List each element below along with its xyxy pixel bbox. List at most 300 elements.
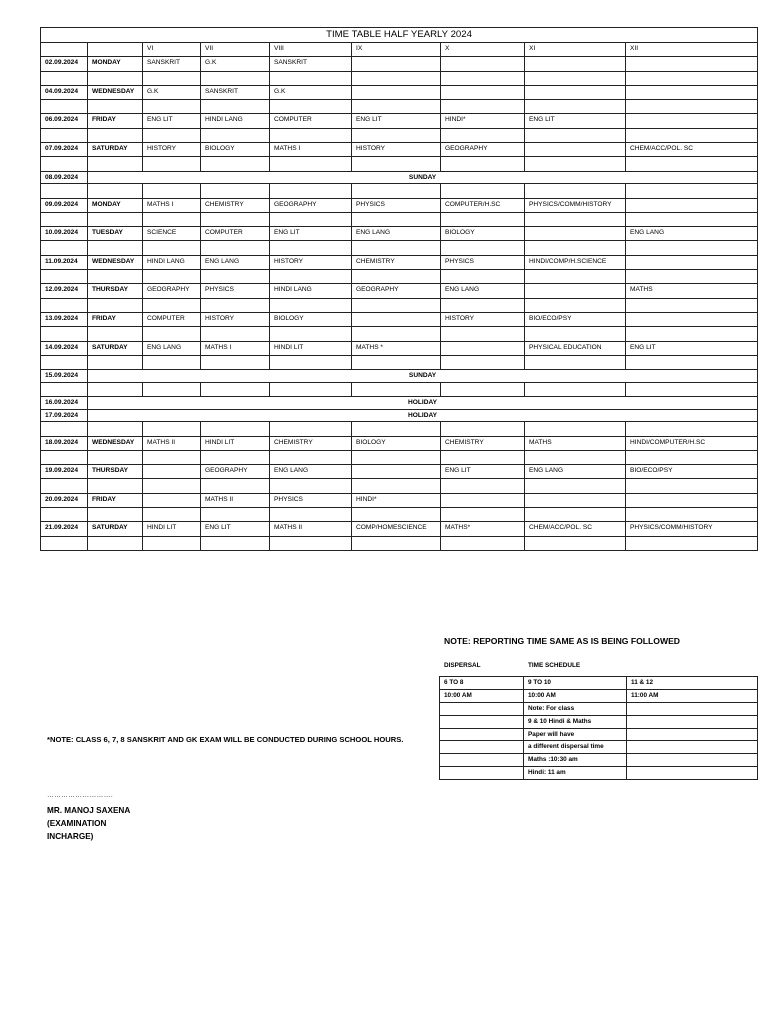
empty-cell bbox=[352, 298, 441, 312]
subject-cell: G.K bbox=[201, 57, 270, 71]
schedule-cell: 9 TO 10 bbox=[524, 677, 627, 690]
exam-row bbox=[41, 493, 758, 507]
subject-cell: HINDI/COMP/H.SCIENCE bbox=[525, 255, 626, 269]
subject-cell: HISTORY bbox=[201, 312, 270, 326]
empty-cell bbox=[352, 212, 441, 226]
empty-cell bbox=[201, 479, 270, 493]
subject-cell: ENG LIT bbox=[626, 341, 758, 355]
subject-cell: SANSKRIT bbox=[143, 57, 201, 71]
empty-cell bbox=[143, 128, 201, 142]
empty-cell bbox=[525, 298, 626, 312]
schedule-cell bbox=[440, 741, 524, 754]
empty-cell bbox=[525, 212, 626, 226]
subject-cell: MATHS bbox=[626, 284, 758, 298]
subject-cell: ENG LIT bbox=[201, 522, 270, 536]
schedule-cell bbox=[440, 702, 524, 715]
subject-cell bbox=[352, 57, 441, 71]
empty-cell bbox=[88, 100, 143, 114]
no-exam-label: SUNDAY bbox=[88, 171, 758, 184]
empty-cell bbox=[270, 270, 352, 284]
subject-cell: ENG LANG bbox=[626, 227, 758, 241]
subject-cell: BIOLOGY bbox=[441, 227, 525, 241]
empty-cell bbox=[88, 507, 143, 521]
empty-cell bbox=[441, 422, 525, 436]
subject-cell: GEOGRAPHY bbox=[352, 284, 441, 298]
schedule-cell: 6 TO 8 bbox=[440, 677, 524, 690]
empty-cell bbox=[626, 536, 758, 550]
empty-cell bbox=[626, 507, 758, 521]
exam-date: 11.09.2024 bbox=[41, 255, 88, 269]
empty-cell bbox=[41, 128, 88, 142]
subject-cell bbox=[441, 341, 525, 355]
schedule-cell: 10:00 AM bbox=[440, 689, 524, 702]
empty-cell bbox=[88, 536, 143, 550]
schedule-cell: Paper will have bbox=[524, 728, 627, 741]
subject-cell: PHYSICS bbox=[441, 255, 525, 269]
empty-cell bbox=[88, 327, 143, 341]
empty-cell bbox=[270, 298, 352, 312]
subject-cell: SANSKRIT bbox=[270, 57, 352, 71]
empty-cell bbox=[201, 71, 270, 85]
schedule-row bbox=[440, 728, 758, 741]
empty-cell bbox=[626, 184, 758, 198]
class-header-row bbox=[41, 43, 758, 57]
subject-cell: BIOLOGY bbox=[352, 436, 441, 450]
empty-cell bbox=[626, 128, 758, 142]
schedule-cell: Hindi: 11 am bbox=[524, 767, 627, 780]
subject-cell bbox=[626, 57, 758, 71]
empty-cell bbox=[525, 327, 626, 341]
exam-row bbox=[41, 143, 758, 157]
exam-date: 16.09.2024 bbox=[41, 397, 88, 410]
empty-cell bbox=[41, 184, 88, 198]
empty-cell bbox=[88, 241, 143, 255]
empty-cell bbox=[143, 157, 201, 171]
empty-cell bbox=[143, 270, 201, 284]
empty-cell bbox=[143, 355, 201, 369]
subject-cell: HINDI LANG bbox=[270, 284, 352, 298]
exam-row bbox=[41, 465, 758, 479]
subject-cell: PHYSICS bbox=[352, 198, 441, 212]
schedule-row bbox=[440, 677, 758, 690]
empty-cell bbox=[270, 128, 352, 142]
empty-cell bbox=[41, 298, 88, 312]
exam-date: 02.09.2024 bbox=[41, 57, 88, 71]
exam-day: FRIDAY bbox=[88, 493, 143, 507]
empty-cell bbox=[626, 382, 758, 396]
schedule-cell bbox=[440, 715, 524, 728]
empty-cell bbox=[201, 100, 270, 114]
exam-date: 06.09.2024 bbox=[41, 114, 88, 128]
empty-cell bbox=[626, 157, 758, 171]
subject-cell: BIO/ECO/PSY bbox=[525, 312, 626, 326]
subject-cell: HISTORY bbox=[441, 312, 525, 326]
empty-cell bbox=[626, 270, 758, 284]
empty-cell bbox=[201, 382, 270, 396]
subject-cell: HISTORY bbox=[352, 143, 441, 157]
empty-cell bbox=[201, 128, 270, 142]
subject-cell bbox=[441, 493, 525, 507]
empty-cell bbox=[525, 479, 626, 493]
empty-cell bbox=[143, 184, 201, 198]
spacer-row bbox=[41, 382, 758, 396]
exam-row bbox=[41, 436, 758, 450]
spacer-row bbox=[41, 212, 758, 226]
signatory-title: (EXAMINATION bbox=[47, 819, 107, 828]
exam-row bbox=[41, 114, 758, 128]
empty-cell bbox=[525, 536, 626, 550]
empty-cell bbox=[270, 241, 352, 255]
subject-cell bbox=[352, 85, 441, 99]
subject-cell: G.K bbox=[143, 85, 201, 99]
empty-cell bbox=[41, 450, 88, 464]
subject-cell: CHEM/ACC/POL. SC bbox=[525, 522, 626, 536]
exam-day: THURSDAY bbox=[88, 284, 143, 298]
empty-cell bbox=[352, 327, 441, 341]
subject-cell: SANSKRIT bbox=[201, 85, 270, 99]
subject-cell: COMPUTER bbox=[270, 114, 352, 128]
exam-row bbox=[41, 227, 758, 241]
subject-cell: MATHS II bbox=[270, 522, 352, 536]
empty-cell bbox=[88, 212, 143, 226]
exam-row bbox=[41, 85, 758, 99]
subject-cell bbox=[441, 57, 525, 71]
subject-cell: HINDI* bbox=[441, 114, 525, 128]
empty-cell bbox=[143, 422, 201, 436]
empty-cell bbox=[270, 382, 352, 396]
subject-cell: ENG LANG bbox=[441, 284, 525, 298]
subject-cell: SCIENCE bbox=[143, 227, 201, 241]
subject-cell: COMPUTER/H.SC bbox=[441, 198, 525, 212]
empty-cell bbox=[41, 327, 88, 341]
exam-row bbox=[41, 284, 758, 298]
schedule-cell: 9 & 10 Hindi & Maths bbox=[524, 715, 627, 728]
empty-cell bbox=[525, 128, 626, 142]
empty-cell bbox=[525, 71, 626, 85]
signature-block bbox=[47, 804, 130, 843]
exam-row bbox=[41, 171, 758, 184]
empty-cell bbox=[441, 536, 525, 550]
empty-cell bbox=[525, 157, 626, 171]
subject-cell: MATHS I bbox=[270, 143, 352, 157]
empty-cell bbox=[626, 212, 758, 226]
empty-cell bbox=[270, 536, 352, 550]
subject-cell: HINDI LIT bbox=[270, 341, 352, 355]
no-exam-label: SUNDAY bbox=[88, 370, 758, 383]
exam-row bbox=[41, 198, 758, 212]
subject-cell: ENG LANG bbox=[270, 465, 352, 479]
subject-cell: ENG LANG bbox=[201, 255, 270, 269]
empty-cell bbox=[626, 355, 758, 369]
spacer-row bbox=[41, 422, 758, 436]
empty-cell bbox=[201, 184, 270, 198]
exam-day: MONDAY bbox=[88, 198, 143, 212]
subject-cell: COMPUTER bbox=[201, 227, 270, 241]
exam-day: FRIDAY bbox=[88, 312, 143, 326]
spacer-row bbox=[41, 507, 758, 521]
empty-cell bbox=[88, 71, 143, 85]
signature-line: ………………………. bbox=[47, 792, 114, 799]
empty-cell bbox=[143, 298, 201, 312]
exam-row bbox=[41, 397, 758, 410]
class-header: VIII bbox=[270, 43, 352, 57]
timetable-title: TIME TABLE HALF YEARLY 2024 bbox=[41, 28, 758, 43]
subject-cell: BIOLOGY bbox=[201, 143, 270, 157]
schedule-cell: a different dispersal time bbox=[524, 741, 627, 754]
subject-cell: PHYSICS bbox=[201, 284, 270, 298]
empty-cell bbox=[441, 327, 525, 341]
time-schedule-heading: TIME SCHEDULE bbox=[528, 662, 581, 669]
empty-cell bbox=[270, 479, 352, 493]
empty-cell bbox=[270, 327, 352, 341]
empty-cell bbox=[626, 298, 758, 312]
subject-cell: BIO/ECO/PSY bbox=[626, 465, 758, 479]
spacer-row bbox=[41, 157, 758, 171]
empty-cell bbox=[88, 422, 143, 436]
exam-row bbox=[41, 409, 758, 422]
empty-cell bbox=[41, 270, 88, 284]
subject-cell: GEOGRAPHY bbox=[441, 143, 525, 157]
empty-cell bbox=[352, 507, 441, 521]
empty-cell bbox=[270, 212, 352, 226]
spacer-row bbox=[41, 241, 758, 255]
empty-cell bbox=[525, 355, 626, 369]
spacer-row bbox=[41, 184, 758, 198]
schedule-cell bbox=[627, 702, 758, 715]
subject-cell: GEOGRAPHY bbox=[201, 465, 270, 479]
empty-cell bbox=[201, 422, 270, 436]
empty-cell bbox=[352, 355, 441, 369]
empty-cell bbox=[143, 450, 201, 464]
subject-cell: ENG LANG bbox=[525, 465, 626, 479]
schedule-cell bbox=[627, 754, 758, 767]
spacer-row bbox=[41, 128, 758, 142]
subject-cell bbox=[626, 312, 758, 326]
subject-cell: HINDI LANG bbox=[201, 114, 270, 128]
spacer-row bbox=[41, 71, 758, 85]
empty-cell bbox=[352, 184, 441, 198]
exam-day: FRIDAY bbox=[88, 114, 143, 128]
empty-cell bbox=[441, 100, 525, 114]
exam-row bbox=[41, 57, 758, 71]
empty-cell bbox=[525, 270, 626, 284]
empty-cell bbox=[143, 71, 201, 85]
schedule-cell: 11 & 12 bbox=[627, 677, 758, 690]
spacer-row bbox=[41, 450, 758, 464]
empty-cell bbox=[441, 241, 525, 255]
empty-cell bbox=[441, 298, 525, 312]
schedule-cell bbox=[627, 728, 758, 741]
empty-cell bbox=[41, 536, 88, 550]
exam-date: 13.09.2024 bbox=[41, 312, 88, 326]
exam-day: MONDAY bbox=[88, 57, 143, 71]
schedule-cell bbox=[440, 754, 524, 767]
exam-date: 15.09.2024 bbox=[41, 370, 88, 383]
subject-cell: MATHS II bbox=[201, 493, 270, 507]
class-header: VI bbox=[143, 43, 201, 57]
subject-cell: ENG LANG bbox=[352, 227, 441, 241]
empty-cell bbox=[41, 355, 88, 369]
exam-day: THURSDAY bbox=[88, 465, 143, 479]
empty-cell bbox=[143, 479, 201, 493]
schedule-cell: 11:00 AM bbox=[627, 689, 758, 702]
empty-cell bbox=[352, 536, 441, 550]
exam-row bbox=[41, 312, 758, 326]
empty-cell bbox=[441, 212, 525, 226]
empty-cell bbox=[201, 355, 270, 369]
empty-cell bbox=[143, 327, 201, 341]
subject-cell: HINDI/COMPUTER/H.SC bbox=[626, 436, 758, 450]
empty-cell bbox=[88, 128, 143, 142]
empty-cell bbox=[626, 100, 758, 114]
schedule-row bbox=[440, 689, 758, 702]
empty-cell bbox=[143, 507, 201, 521]
empty-cell bbox=[143, 382, 201, 396]
subject-cell bbox=[626, 85, 758, 99]
empty-cell bbox=[441, 128, 525, 142]
exam-date: 09.09.2024 bbox=[41, 198, 88, 212]
empty-cell bbox=[41, 382, 88, 396]
subject-cell: GEOGRAPHY bbox=[143, 284, 201, 298]
empty-cell bbox=[201, 241, 270, 255]
exam-date: 18.09.2024 bbox=[41, 436, 88, 450]
empty-cell bbox=[352, 422, 441, 436]
subject-cell bbox=[525, 85, 626, 99]
timetable bbox=[40, 27, 758, 551]
empty-cell bbox=[525, 241, 626, 255]
empty-cell bbox=[352, 71, 441, 85]
empty-cell bbox=[88, 382, 143, 396]
schedule-cell: Note: For class bbox=[524, 702, 627, 715]
subject-cell bbox=[143, 493, 201, 507]
exam-date: 07.09.2024 bbox=[41, 143, 88, 157]
subject-cell: PHYSICAL EDUCATION bbox=[525, 341, 626, 355]
subject-cell: CHEMISTRY bbox=[352, 255, 441, 269]
empty-cell bbox=[352, 450, 441, 464]
schedule-row bbox=[440, 767, 758, 780]
schedule-cell bbox=[627, 741, 758, 754]
schedule-row bbox=[440, 702, 758, 715]
subject-cell: HINDI* bbox=[352, 493, 441, 507]
empty-cell bbox=[270, 422, 352, 436]
empty-cell bbox=[352, 241, 441, 255]
spacer-row bbox=[41, 355, 758, 369]
empty-cell bbox=[270, 355, 352, 369]
exam-date: 17.09.2024 bbox=[41, 409, 88, 422]
subject-cell: MATHS* bbox=[441, 522, 525, 536]
subject-cell: HISTORY bbox=[143, 143, 201, 157]
empty-cell bbox=[270, 184, 352, 198]
empty-cell bbox=[525, 450, 626, 464]
empty-cell bbox=[41, 479, 88, 493]
subject-cell: HINDI LIT bbox=[201, 436, 270, 450]
empty-cell bbox=[201, 536, 270, 550]
subject-cell bbox=[626, 198, 758, 212]
empty-cell bbox=[41, 100, 88, 114]
exam-row bbox=[41, 522, 758, 536]
empty-cell bbox=[201, 450, 270, 464]
schedule-cell: Maths :10:30 am bbox=[524, 754, 627, 767]
spacer-row bbox=[41, 479, 758, 493]
subject-cell: ENG LIT bbox=[525, 114, 626, 128]
subject-cell: CHEMISTRY bbox=[201, 198, 270, 212]
empty-cell bbox=[201, 298, 270, 312]
exam-day: SATURDAY bbox=[88, 341, 143, 355]
empty-cell bbox=[201, 157, 270, 171]
subject-cell: BIOLOGY bbox=[270, 312, 352, 326]
empty-cell bbox=[88, 450, 143, 464]
subject-cell: MATHS I bbox=[201, 341, 270, 355]
exam-date: 08.09.2024 bbox=[41, 171, 88, 184]
empty-cell bbox=[352, 157, 441, 171]
exam-row bbox=[41, 341, 758, 355]
subject-cell: MATHS I bbox=[143, 198, 201, 212]
spacer-row bbox=[41, 327, 758, 341]
subject-cell: COMPUTER bbox=[143, 312, 201, 326]
subject-cell: MATHS * bbox=[352, 341, 441, 355]
subject-cell: HINDI LANG bbox=[143, 255, 201, 269]
empty-cell bbox=[88, 157, 143, 171]
class-header: VII bbox=[201, 43, 270, 57]
empty-cell bbox=[441, 382, 525, 396]
empty-cell bbox=[88, 270, 143, 284]
subject-cell bbox=[525, 284, 626, 298]
schedule-cell bbox=[440, 767, 524, 780]
empty-cell bbox=[270, 507, 352, 521]
empty-cell bbox=[525, 382, 626, 396]
subject-cell bbox=[441, 85, 525, 99]
class-header: X bbox=[441, 43, 525, 57]
subject-cell: G.K bbox=[270, 85, 352, 99]
empty-cell bbox=[352, 382, 441, 396]
signatory-name: MR. MANOJ SAXENA bbox=[47, 806, 131, 815]
empty-cell bbox=[626, 71, 758, 85]
schedule-row bbox=[440, 754, 758, 767]
subject-cell: ENG LIT bbox=[143, 114, 201, 128]
exam-row bbox=[41, 370, 758, 383]
empty-cell bbox=[143, 212, 201, 226]
exam-date: 12.09.2024 bbox=[41, 284, 88, 298]
empty-cell bbox=[626, 241, 758, 255]
class-header: XI bbox=[525, 43, 626, 57]
subject-cell: HINDI LIT bbox=[143, 522, 201, 536]
spacer-row bbox=[41, 270, 758, 284]
empty-cell bbox=[143, 536, 201, 550]
signatory-title-cont: INCHARGE) bbox=[47, 832, 94, 841]
subject-cell: CHEMISTRY bbox=[441, 436, 525, 450]
empty-cell bbox=[626, 479, 758, 493]
empty-cell bbox=[201, 327, 270, 341]
no-exam-label: HOLIDAY bbox=[88, 409, 758, 422]
empty-cell bbox=[88, 184, 143, 198]
empty-cell bbox=[626, 327, 758, 341]
empty-cell bbox=[270, 100, 352, 114]
exam-date: 14.09.2024 bbox=[41, 341, 88, 355]
empty-cell bbox=[441, 450, 525, 464]
empty-cell bbox=[525, 507, 626, 521]
empty-cell bbox=[143, 100, 201, 114]
subject-cell bbox=[626, 493, 758, 507]
subject-cell: ENG LANG bbox=[143, 341, 201, 355]
empty-cell bbox=[88, 355, 143, 369]
exam-date: 21.09.2024 bbox=[41, 522, 88, 536]
exam-day: WEDNESDAY bbox=[88, 85, 143, 99]
schedule-cell: 10:00 AM bbox=[524, 689, 627, 702]
subject-cell bbox=[525, 143, 626, 157]
empty-cell bbox=[352, 100, 441, 114]
schedule-cell bbox=[627, 715, 758, 728]
subject-cell: PHYSICS/COMM/HISTORY bbox=[626, 522, 758, 536]
